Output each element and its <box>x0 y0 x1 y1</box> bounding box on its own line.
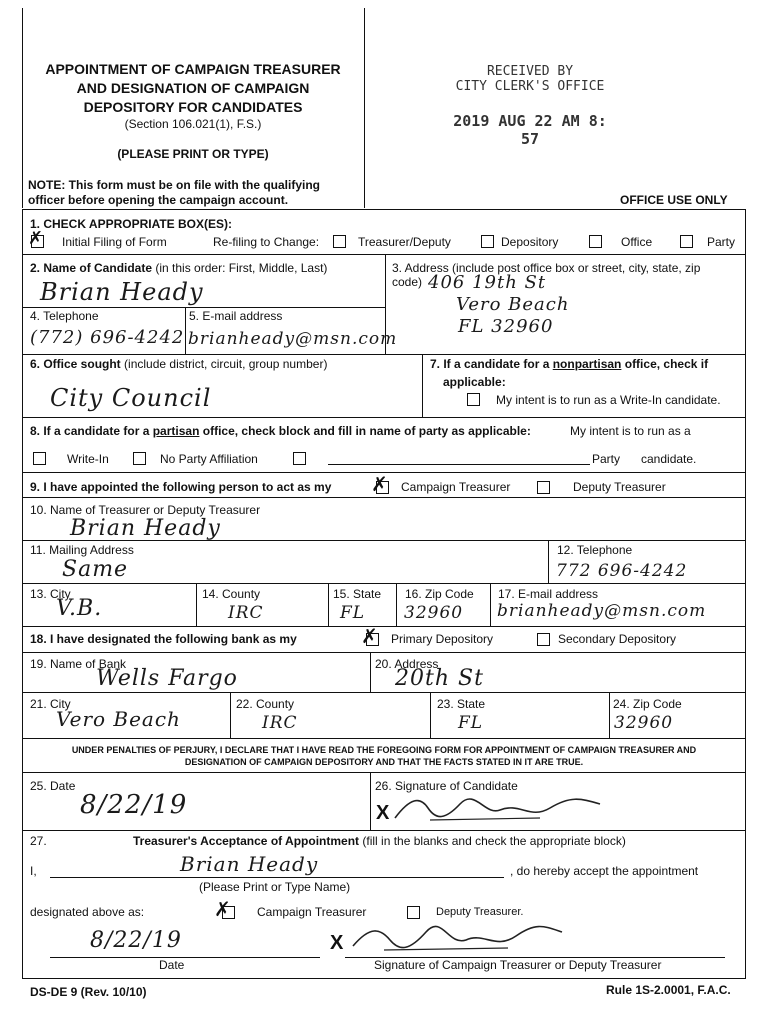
partisan-intent: My intent is to run as a <box>570 424 691 438</box>
write-in-label: Write-In <box>67 452 109 466</box>
note-line-2: officer before opening the campaign account. <box>28 193 289 207</box>
designated-label: designated above as: <box>30 905 145 919</box>
address-label-line-1: 3. Address (include post office box or street, city, state, zip <box>392 261 701 275</box>
acceptance-title-main: Treasurer's Acceptance of Appointment <box>133 834 360 848</box>
appointed-person-label: 9. I have appointed the following person to act as my <box>30 480 332 494</box>
received-stamp <box>440 64 620 148</box>
mailing-address-label: 11. Mailing Address <box>30 543 134 557</box>
bank-city-value[interactable]: Vero Beach <box>56 707 181 731</box>
campaign-treasurer-label: Campaign Treasurer <box>401 480 511 494</box>
write-in-checkbox[interactable] <box>33 452 46 465</box>
treasurer-zip-label: 16. Zip Code <box>405 587 474 601</box>
statute-reference: (Section 106.021(1), F.S.) <box>124 117 262 131</box>
treasurer-zip-value[interactable]: 32960 <box>404 603 464 623</box>
deputy-treasurer-checkbox[interactable] <box>537 481 550 494</box>
nonpartisan-applicable: applicable: <box>443 375 506 389</box>
bank-name-value[interactable]: Wells Fargo <box>96 666 238 691</box>
address-line: 406 19th St <box>428 272 547 293</box>
nonpartisan-label-underlined: nonpartisan <box>552 357 622 371</box>
check-mark: ✗ <box>28 228 44 248</box>
treasurer-signature-label: Signature of Campaign Treasurer or Deputy Treasurer <box>374 958 662 972</box>
form-title-line: DEPOSITORY FOR CANDIDATES <box>83 99 303 115</box>
candidate-address-value[interactable] <box>428 272 569 338</box>
treasurer-county-label: 14. County <box>202 587 261 601</box>
check-mark: ✗ <box>361 626 378 648</box>
treasurer-telephone-value[interactable]: 772 696-4242 <box>556 561 688 581</box>
form-title <box>22 60 364 117</box>
form-title-line: APPOINTMENT OF CAMPAIGN TREASURER <box>45 61 341 77</box>
treasurer-city-value[interactable]: V.B. <box>56 596 103 621</box>
acceptance-date-label: Date <box>159 958 185 972</box>
bank-zip-label: 24. Zip Code <box>613 697 682 711</box>
party-checkbox-section-8[interactable] <box>293 452 306 465</box>
office-use-only: OFFICE USE ONLY <box>620 193 728 207</box>
stamp-line: 2019 AUG 22 AM 8: 57 <box>453 112 607 148</box>
treasurer-telephone-label: 12. Telephone <box>557 543 633 557</box>
acceptance-title <box>133 834 626 848</box>
party-name-field[interactable] <box>328 464 590 465</box>
no-party-affiliation-checkbox[interactable] <box>133 452 146 465</box>
note-line-1: NOTE: This form must be on file with the qualifying <box>28 178 321 192</box>
partisan-label-pre: 8. If a candidate for a <box>30 424 150 438</box>
candidate-signature-label: 26. Signature of Candidate <box>375 779 518 793</box>
candidate-name-value[interactable]: Brian Heady <box>40 278 204 306</box>
form-title-line: AND DESIGNATION OF CAMPAIGN <box>76 80 310 96</box>
nonpartisan-label-post: office, check if <box>624 357 709 371</box>
bank-county-value[interactable]: IRC <box>262 713 298 733</box>
acceptance-date-line <box>50 957 320 958</box>
section-1-label: 1. CHECK APPROPRIATE BOX(ES): <box>30 217 233 231</box>
acceptance-name-value[interactable]: Brian Heady <box>180 852 319 876</box>
treasurer-county-value[interactable]: IRC <box>228 603 264 623</box>
nonpartisan-label-pre: 7. If a candidate for a <box>430 357 550 371</box>
office-sought-label-hint: (include district, circuit, group number) <box>124 357 328 371</box>
print-note: (PLEASE PRINT OR TYPE) <box>117 147 269 161</box>
candidate-word: candidate. <box>641 452 697 466</box>
refiling-label: Re-filing to Change: <box>213 235 320 249</box>
no-party-affiliation-label: No Party Affiliation <box>160 452 258 466</box>
bank-address-value[interactable]: 20th St <box>395 666 484 691</box>
write-in-nonpartisan-label: My intent is to run as a Write-In candidate. <box>496 393 721 407</box>
acceptance-campaign-label: Campaign Treasurer <box>257 905 367 919</box>
party-checkbox[interactable] <box>680 235 693 248</box>
telephone-value[interactable]: (772) 696-4242 <box>30 327 185 348</box>
partisan-label <box>30 424 531 438</box>
acceptance-title-hint: (fill in the blanks and check the appropriate block) <box>362 834 626 848</box>
date-value[interactable]: 8/22/19 <box>80 790 188 820</box>
address-label-line-2: code) <box>392 275 423 289</box>
email-label: 5. E-mail address <box>189 309 283 323</box>
acceptance-deputy-checkbox[interactable] <box>407 906 420 919</box>
bank-designation-label: 18. I have designated the following bank as my <box>30 632 297 646</box>
bank-county-label: 22. County <box>236 697 295 711</box>
bank-state-value[interactable]: FL <box>458 713 484 733</box>
treasurer-state-label: 15. State <box>333 587 382 601</box>
treasurer-name-line <box>50 877 504 878</box>
primary-depository-label: Primary Depository <box>391 632 494 646</box>
section-27-number: 27. <box>30 834 47 848</box>
acceptance-date-value[interactable]: 8/22/19 <box>90 928 182 953</box>
stamp-line: CITY CLERK'S OFFICE <box>455 79 605 94</box>
acceptance-deputy-label: Deputy Treasurer. <box>436 906 524 918</box>
secondary-depository-checkbox[interactable] <box>537 633 550 646</box>
partisan-label-post: office, check block and fill in name of party as applicable: <box>202 424 531 438</box>
perjury-line: DESIGNATION OF CAMPAIGN DEPOSITORY AND THAT THE FACTS STATED IN IT ARE TRUE. <box>184 757 584 767</box>
address-line: Vero Beach <box>456 294 570 315</box>
mailing-address-value[interactable]: Same <box>62 557 129 582</box>
office-sought-label <box>30 357 327 371</box>
treasurer-city-label: 13. City <box>30 587 71 601</box>
treasurer-email-value[interactable]: brianheady@msn.com <box>497 601 707 621</box>
treasurer-deputy-label: Treasurer/Deputy <box>358 235 451 249</box>
accept-appointment-text: , do hereby accept the appointment <box>510 864 699 878</box>
bank-city-label: 21. City <box>30 697 71 711</box>
treasurer-email-label: 17. E-mail address <box>498 587 599 601</box>
office-label: Office <box>621 235 653 249</box>
i-label: I, <box>30 864 37 878</box>
check-mark: ✗ <box>214 899 231 921</box>
deputy-treasurer-label: Deputy Treasurer <box>573 480 666 494</box>
bank-name-label: 19. Name of Bank <box>30 657 127 671</box>
bank-state-label: 23. State <box>437 697 486 711</box>
depository-label: Depository <box>501 235 559 249</box>
candidate-name-label-hint: (in this order: First, Middle, Last) <box>155 261 328 275</box>
form-number: DS-DE 9 (Rev. 10/10) <box>30 985 147 999</box>
candidate-signature[interactable] <box>390 790 610 826</box>
bank-address-label: 20. Address <box>375 657 439 671</box>
office-sought-label-main: 6. Office sought <box>30 357 121 371</box>
write-in-nonpartisan-checkbox[interactable] <box>467 393 480 406</box>
rule-reference: Rule 1S-2.0001, F.A.C. <box>606 983 731 997</box>
signature-x: X <box>376 802 390 824</box>
check-mark: ✗ <box>371 474 388 496</box>
treasurer-deputy-checkbox[interactable] <box>333 235 346 248</box>
perjury-line: UNDER PENALTIES OF PERJURY, I DECLARE THAT I HAVE READ THE FOREGOING FORM FOR APPOINTMENT OF CAMPAIGN TREASURER AND <box>71 745 697 755</box>
treasurer-signature-x: X <box>330 932 344 954</box>
treasurer-state-value[interactable]: FL <box>340 603 366 623</box>
party-label: Party <box>707 235 736 249</box>
party-word: Party <box>592 452 621 466</box>
email-value[interactable]: brianheady@msn.com <box>188 329 398 349</box>
secondary-depository-label: Secondary Depository <box>558 632 677 646</box>
perjury-statement <box>22 744 746 768</box>
telephone-label: 4. Telephone <box>30 309 99 323</box>
stamp-line: RECEIVED BY <box>486 64 574 79</box>
address-line: FL 32960 <box>458 316 554 337</box>
treasurer-name-value[interactable]: Brian Heady <box>70 516 221 541</box>
partisan-label-underlined: partisan <box>152 424 200 438</box>
candidate-name-label <box>30 261 327 275</box>
print-name-hint: (Please Print or Type Name) <box>199 880 351 894</box>
office-sought-value[interactable]: City Council <box>50 384 212 412</box>
treasurer-signature[interactable] <box>348 920 568 956</box>
candidate-name-label-main: 2. Name of Candidate <box>30 261 153 275</box>
office-checkbox[interactable] <box>589 235 602 248</box>
bank-zip-value[interactable]: 32960 <box>614 713 674 733</box>
nonpartisan-label <box>430 357 708 371</box>
initial-filing-label: Initial Filing of Form <box>62 235 167 249</box>
date-label: 25. Date <box>30 779 76 793</box>
treasurer-name-label: 10. Name of Treasurer or Deputy Treasurer <box>30 503 261 517</box>
depository-checkbox[interactable] <box>481 235 494 248</box>
